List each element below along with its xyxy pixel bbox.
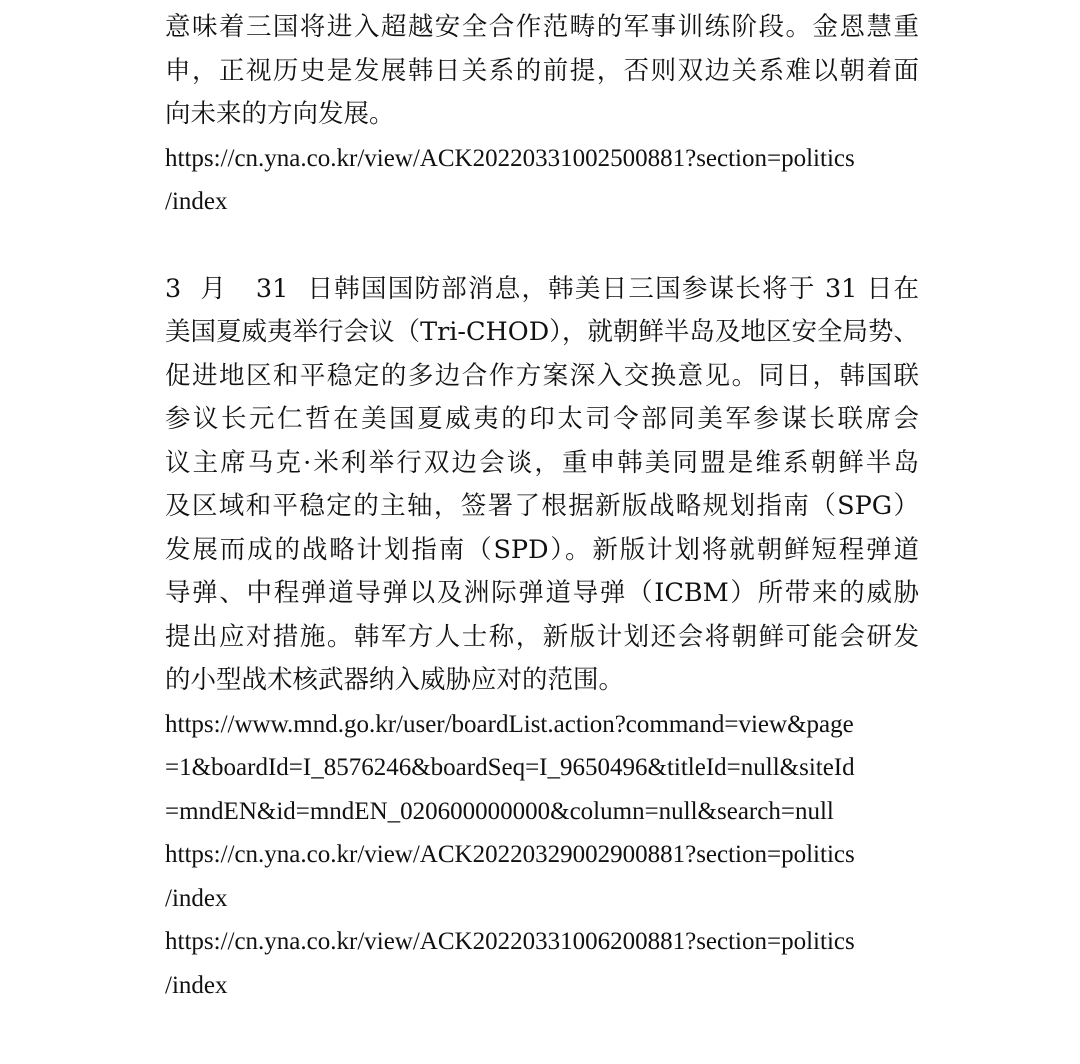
entry-previous: [165, 6, 919, 224]
body-text-line: 及区域和平稳定的主轴，签署了根据新版战略规划指南（SPG）: [165, 491, 919, 521]
source-url-line: =1&boardId=I_8576246&boardSeq=I_9650496&titleId=null&siteId: [165, 754, 855, 781]
document-page: [165, 6, 919, 1007]
source-url-line: https://cn.yna.co.kr/view/ACK20220329002900881?section=politics: [165, 841, 855, 868]
source-url-line: https://www.mnd.go.kr/user/boardList.action?command=view&page: [165, 710, 854, 738]
source-url-line: https://cn.yna.co.kr/view/ACK20220331002500881?section=politics: [165, 144, 855, 172]
body-text-line: 提出应对措施。韩军方人士称，新版计划还会将朝鲜可能会研发: [165, 621, 919, 652]
body-text-line: 的小型战术核武器纳入威胁应对的范围。: [165, 665, 625, 695]
entry-date: 3 月 31 日: [165, 273, 333, 304]
body-text-line: 参议长元仁哲在美国夏威夷的印太司令部同美军参谋长联席会: [165, 404, 919, 434]
source-url-line: /index: [165, 884, 228, 912]
paragraph-spacer: [165, 224, 919, 268]
source-url-line: =mndEN&id=mndEN_020600000000&column=null&search=null: [165, 797, 834, 825]
body-text-line: 意味着三国将进入超越安全合作范畴的军事训练阶段。金恩慧重: [165, 12, 919, 42]
entry-first-line: [165, 268, 919, 312]
entry-first-line-text: 韩国国防部消息，韩美日三国参谋长将于 31 日在: [333, 273, 919, 304]
source-url-line: https://cn.yna.co.kr/view/ACK20220331006200881?section=politics: [165, 928, 855, 955]
body-text-line: 导弹、中程弹道导弹以及洲际弹道导弹（ICBM）所带来的威胁: [165, 578, 919, 608]
body-text-line: 促进地区和平稳定的多边合作方案深入交换意见。同日，韩国联: [165, 360, 919, 391]
body-text-line: 议主席马克·米利举行双边会谈，重申韩美同盟是维系朝鲜半岛: [165, 447, 919, 478]
body-text-line: 申，正视历史是发展韩日关系的前提，否则双边关系难以朝着面: [165, 55, 919, 86]
entry-march-31: [165, 268, 919, 1008]
body-text-line: 向未来的方向发展。: [165, 99, 395, 129]
body-text-line: 发展而成的战略计划指南（SPD）。新版计划将就朝鲜短程弹道: [165, 534, 919, 565]
source-url-line: /index: [165, 188, 228, 215]
source-url-line: /index: [165, 971, 228, 999]
body-text-line: 美国夏威夷举行会议（Tri-CHOD），就朝鲜半岛及地区安全局势、: [165, 317, 919, 347]
